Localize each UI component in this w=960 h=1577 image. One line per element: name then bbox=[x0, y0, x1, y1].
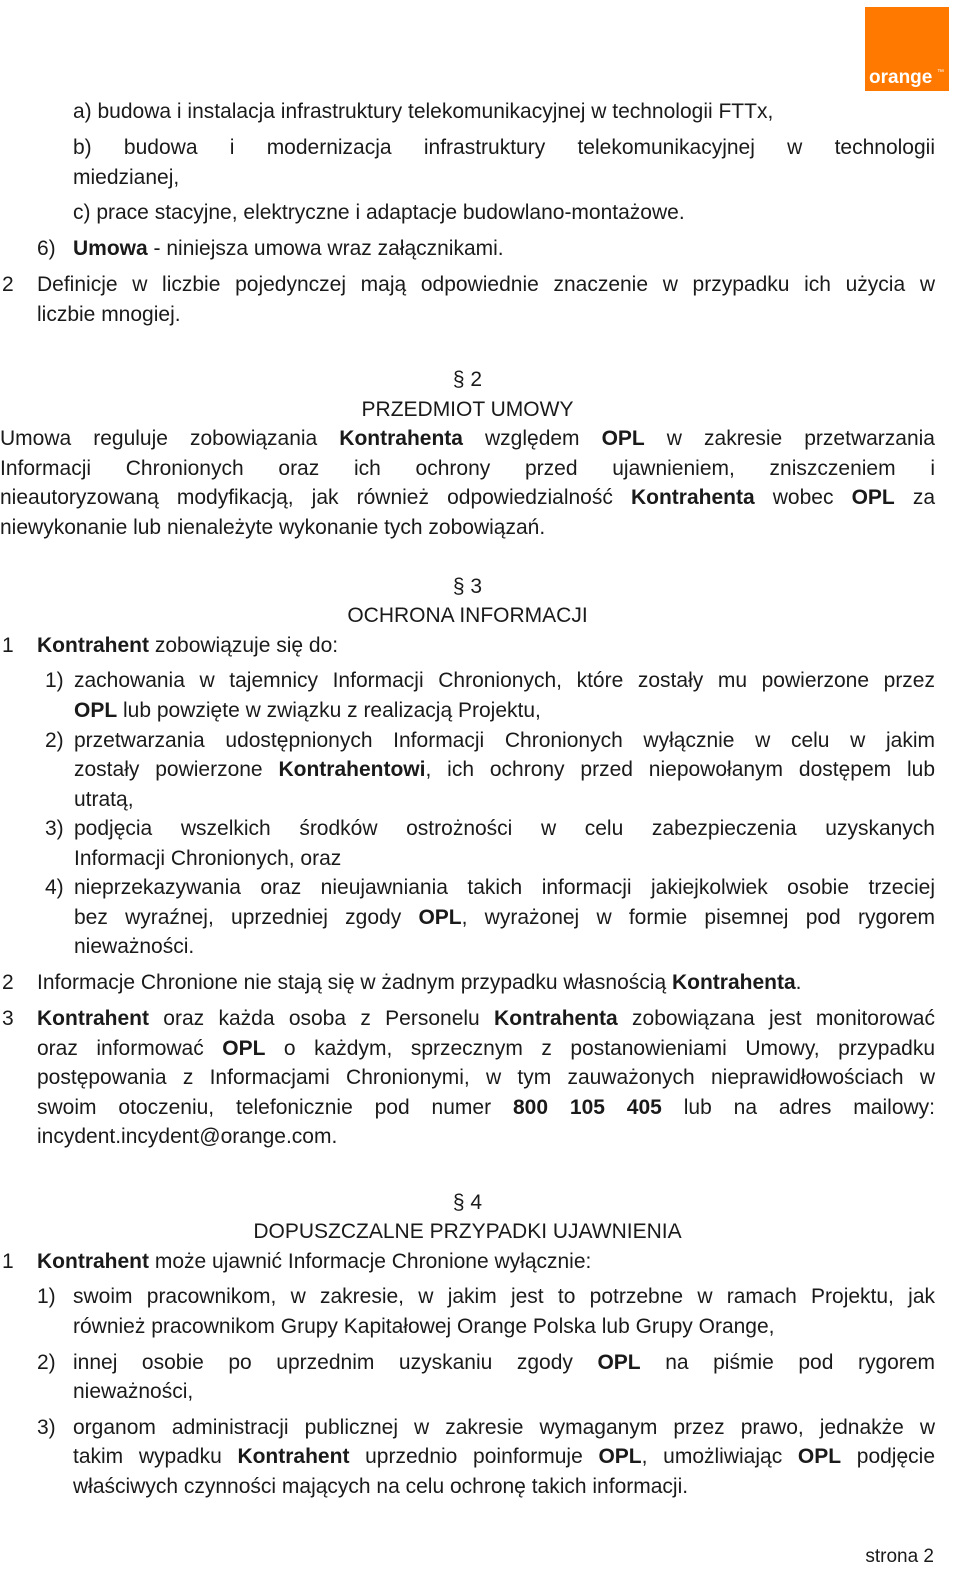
section-2-line4: niewykonanie lub nienależyte wykonanie tych zobowiązań. bbox=[0, 516, 546, 539]
section-3-item3-number: 3) bbox=[45, 817, 64, 840]
section-3-item2-line1: przetwarzania udostępnionych Informacji Chronionych wyłącznie w celu w jakim bbox=[74, 729, 935, 752]
logo-text: orange bbox=[869, 67, 933, 88]
section-3-p2: Informacje Chronione nie stają się w żadnym przypadku własnością Kontrahenta. bbox=[37, 971, 802, 994]
section-4-title: DOPUSZCZALNE PRZYPADKI UJAWNIENIA bbox=[253, 1220, 682, 1243]
def-item-6-number: 6) bbox=[37, 237, 56, 260]
section-3-p3-line1: Kontrahent oraz każda osoba z Personelu Kontrahenta zobowiązana jest monitorować bbox=[37, 1007, 935, 1030]
section-4-item2-line2: nieważności, bbox=[73, 1380, 194, 1403]
page-number: strona 2 bbox=[865, 1546, 934, 1567]
def-item-b-line1: b) budowa i modernizacja infrastruktury telekomunikacyjnej w technologii bbox=[73, 136, 935, 159]
logo-trademark: ™ bbox=[937, 69, 944, 76]
section-4-item1-line2: również pracownikom Grupy Kapitałowej Orange Polska lub Grupy Orange, bbox=[73, 1315, 775, 1338]
section-3-p3-line4: swoim otoczeniu, telefonicznie pod numer 800 105 405 lub na adres mailowy: bbox=[37, 1096, 935, 1119]
def-note-number: 2 bbox=[2, 273, 14, 296]
section-2-line1: Umowa reguluje zobowiązania Kontrahenta względem OPL w zakresie przetwarzania bbox=[0, 427, 935, 450]
def-note-line1: Definicje w liczbie pojedynczej mają odpowiednie znaczenie w przypadku ich użycia w bbox=[37, 273, 935, 296]
def-item-a: a) budowa i instalacja infrastruktury telekomunikacyjnej w technologii FTTx, bbox=[73, 100, 774, 123]
section-4-item3-number: 3) bbox=[37, 1416, 56, 1439]
section-3-sign: § 3 bbox=[452, 575, 483, 598]
def-item-c: c) prace stacyjne, elektryczne i adaptacje budowlano-montażowe. bbox=[73, 201, 685, 224]
def-item-b-line2: miedzianej, bbox=[73, 166, 180, 189]
def-item-6: Umowa - niniejsza umowa wraz załącznikami. bbox=[73, 237, 504, 260]
section-3-item2-line2: zostały powierzone Kontrahentowi, ich ochrony przed niepowołanym dostępem lub bbox=[74, 758, 935, 781]
section-4-item3-line3: właściwych czynności mających na celu ochronę takich informacji. bbox=[73, 1475, 689, 1498]
section-3-item4-number: 4) bbox=[45, 876, 64, 899]
orange-logo bbox=[865, 7, 949, 91]
phone-number: 800 105 405 bbox=[512, 1096, 662, 1119]
section-3-item1-line2: OPL lub powzięte w związku z realizacją Projektu, bbox=[74, 699, 541, 722]
section-4-item3-line1: organom administracji publicznej w zakresie wymaganym przez prawo, jednakże w bbox=[73, 1416, 935, 1439]
section-4-sign: § 4 bbox=[452, 1191, 483, 1214]
section-3-item1-line1: zachowania w tajemnicy Informacji Chronionych, które zostały mu powierzone przez bbox=[74, 669, 935, 692]
section-3-item2-number: 2) bbox=[45, 729, 64, 752]
section-2-sign: § 2 bbox=[452, 368, 483, 391]
section-3-item3-line2: Informacji Chronionych, oraz bbox=[74, 847, 342, 870]
section-2-line3: nieautoryzowaną modyfikacją, jak również odpowiedzialność Kontrahenta wobec OPL za bbox=[0, 486, 936, 509]
section-3-p3-email: incydent.incydent@orange.com. bbox=[37, 1125, 338, 1148]
section-2-line2: Informacji Chronionych oraz ich ochrony przed ujawnieniem, zniszczeniem i bbox=[0, 457, 935, 480]
section-4-item1-number: 1) bbox=[37, 1285, 56, 1308]
section-3-p3-line3: postępowania z Informacjami Chronionymi, w tym zauważonych nieprawidłowościach w bbox=[37, 1066, 935, 1089]
section-4-p1: Kontrahent może ujawnić Informacje Chronione wyłącznie: bbox=[37, 1250, 592, 1273]
section-3-item1-number: 1) bbox=[45, 669, 64, 692]
section-3-item4-line2: bez wyraźnej, uprzedniej zgody OPL, wyrażonej w formie pisemnej pod rygorem bbox=[74, 906, 935, 929]
def-note-line2: liczbie mnogiej. bbox=[37, 303, 181, 326]
section-4-item1-line1: swoim pracownikom, w zakresie, w jakim jest to potrzebne w ramach Projektu, jak bbox=[73, 1285, 935, 1308]
section-3-item3-line1: podjęcia wszelkich środków ostrożności w celu zabezpieczenia uzyskanych bbox=[74, 817, 935, 840]
section-3-p3-number: 3 bbox=[2, 1007, 14, 1030]
section-3-title: OCHRONA INFORMACJI bbox=[347, 604, 588, 627]
section-3-p2-number: 2 bbox=[2, 971, 14, 994]
section-4-p1-number: 1 bbox=[2, 1250, 14, 1273]
section-3-item4-line3: nieważności. bbox=[74, 935, 195, 958]
section-3-item4-line1: nieprzekazywania oraz nieujawniania takich informacji jakiejkolwiek osobie trzeciej bbox=[74, 876, 935, 899]
section-4-item2-line1: innej osobie po uprzednim uzyskaniu zgody OPL na piśmie pod rygorem bbox=[73, 1351, 935, 1374]
section-3-p1: Kontrahent zobowiązuje się do: bbox=[37, 634, 339, 657]
section-3-item2-line3: utratą, bbox=[74, 788, 134, 811]
section-3-p1-number: 1 bbox=[2, 634, 14, 657]
section-4-item2-number: 2) bbox=[37, 1351, 56, 1374]
section-4-item3-line2: takim wypadku Kontrahent uprzednio poinformuje OPL, umożliwiając OPL podjęcie bbox=[73, 1445, 935, 1468]
term-umowa: Umowa bbox=[73, 237, 148, 260]
section-3-p3-line2: oraz informować OPL o każdym, sprzecznym z postanowieniami Umowy, przypadku bbox=[37, 1037, 935, 1060]
section-2-title: PRZEDMIOT UMOWY bbox=[361, 398, 574, 421]
